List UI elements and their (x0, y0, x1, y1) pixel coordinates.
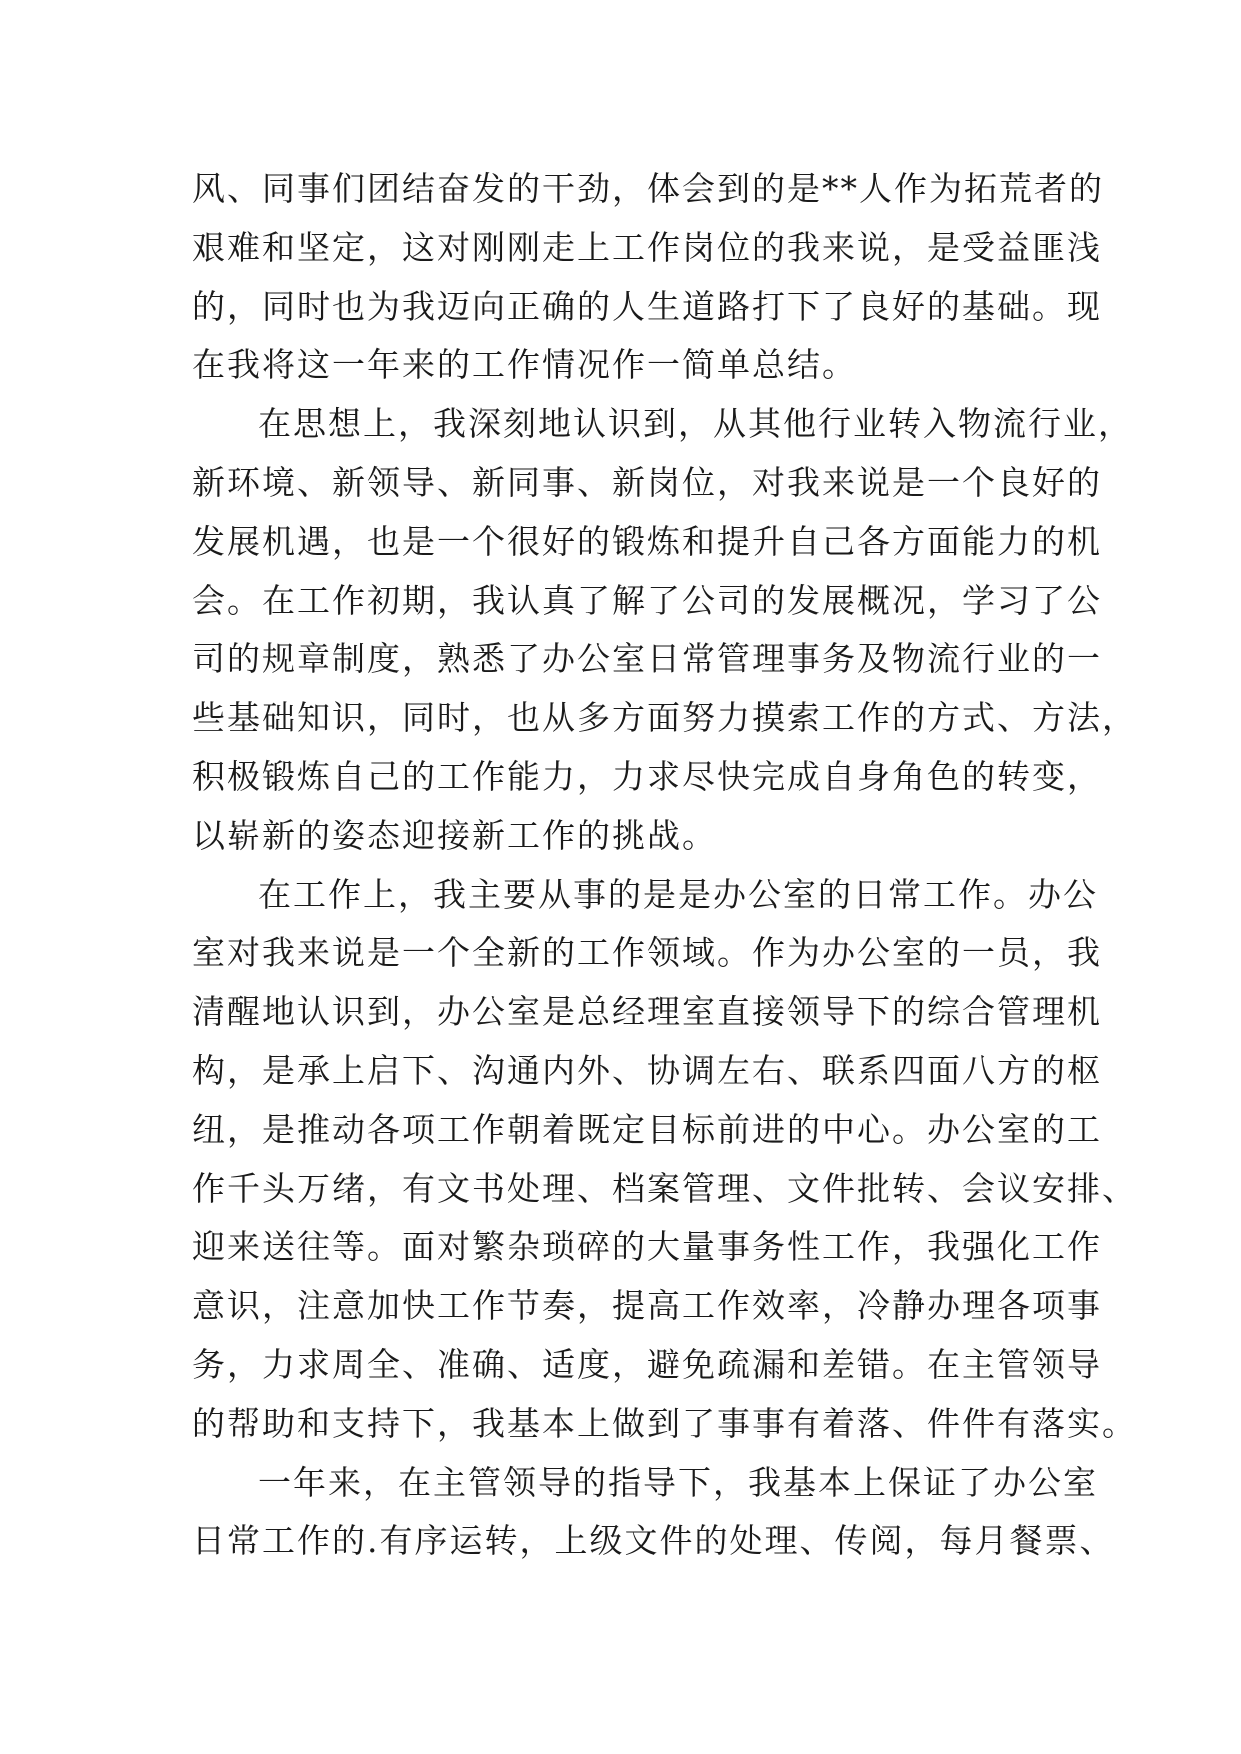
text-line: 的，同时也为我迈向正确的人生道路打下了良好的基础。现 (192, 286, 1102, 326)
text-line: 风、同事们团结奋发的干劲，体会到的是**人作为拓荒者的 (192, 169, 1104, 208)
paragraph-3 (192, 866, 1137, 1454)
text-line: 迎来送往等。面对繁杂琐碎的大量事务性工作，我强化工作 (192, 1227, 1102, 1267)
text-line: 积极锻炼自己的工作能力，力求尽快完成自身角色的转变， (192, 756, 1102, 796)
text-line: 新环境、新领导、新同事、新岗位，对我来说是一个良好的 (192, 462, 1102, 502)
text-line: 一年来，在主管领导的指导下，我基本上保证了办公室 (258, 1462, 1098, 1502)
text-line: 以崭新的姿态迎接新工作的挑战。 (192, 815, 717, 855)
text-line: 些基础知识，同时，也从多方面努力摸索工作的方式、方法， (192, 698, 1137, 738)
text-line: 的帮助和支持下，我基本上做到了事事有着落、件件有落实。 (192, 1403, 1137, 1443)
paragraph-1 (192, 160, 1104, 395)
text-line: 艰难和坚定，这对刚刚走上工作岗位的我来说，是受益匪浅 (192, 227, 1102, 267)
document-body (192, 160, 1137, 1571)
paragraph-4 (192, 1454, 1115, 1572)
text-line: 作千头万绪，有文书处理、档案管理、文件批转、会议安排、 (192, 1168, 1137, 1208)
text-line: 会。在工作初期，我认真了解了公司的发展概况，学习了公 (192, 580, 1102, 620)
text-line: 日常工作的.有序运转，上级文件的处理、传阅，每月餐票、 (192, 1521, 1115, 1561)
text-line: 室对我来说是一个全新的工作领域。作为办公室的一员，我 (192, 933, 1102, 973)
text-line: 在思想上，我深刻地认识到，从其他行业转入物流行业， (258, 404, 1133, 444)
text-line: 意识，注意加快工作节奏，提高工作效率，冷静办理各项事 (192, 1286, 1102, 1326)
text-line: 在工作上，我主要从事的是是办公室的日常工作。办公 (258, 874, 1098, 914)
text-line: 清醒地认识到，办公室是总经理室直接领导下的综合管理机 (192, 992, 1102, 1032)
paragraph-2 (192, 395, 1137, 865)
text-line: 发展机遇，也是一个很好的锻炼和提升自己各方面能力的机 (192, 521, 1102, 561)
text-line: 务，力求周全、准确、适度，避免疏漏和差错。在主管领导 (192, 1344, 1102, 1384)
text-line: 司的规章制度，熟悉了办公室日常管理事务及物流行业的一 (192, 639, 1102, 679)
text-line: 在我将这一年来的工作情况作一简单总结。 (192, 345, 857, 385)
text-line: 纽，是推动各项工作朝着既定目标前进的中心。办公室的工 (192, 1109, 1102, 1149)
text-line: 构，是承上启下、沟通内外、协调左右、联系四面八方的枢 (192, 1050, 1102, 1090)
